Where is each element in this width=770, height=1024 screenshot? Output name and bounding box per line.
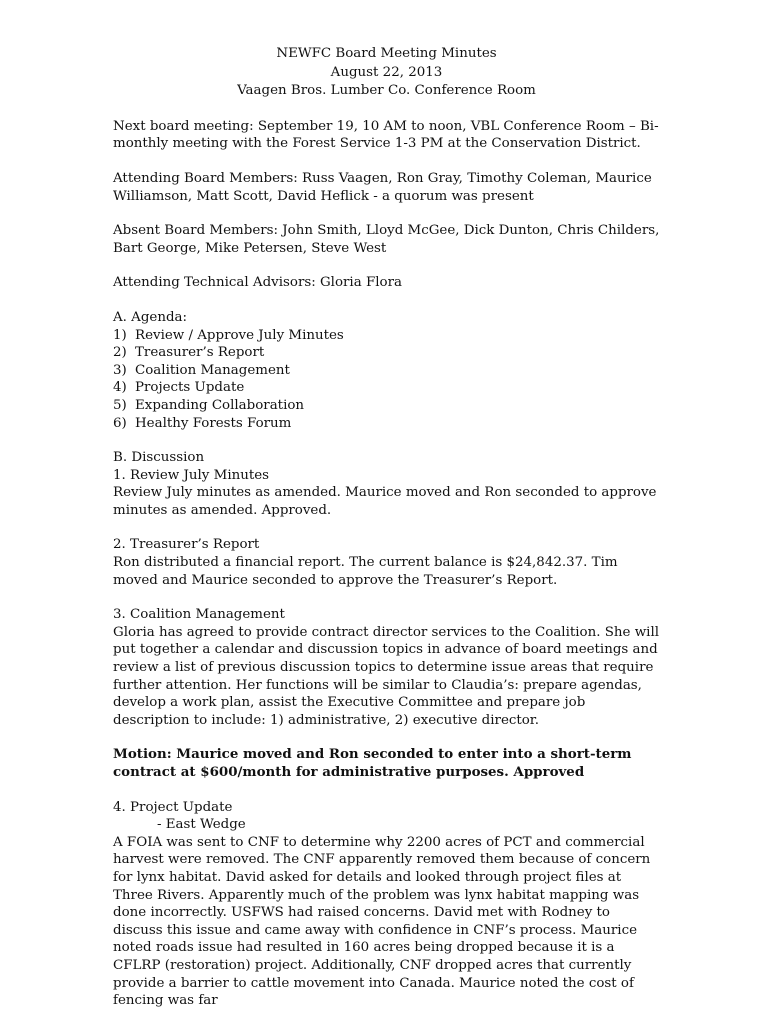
agenda-section (113, 309, 660, 432)
project-subheading: - East Wedge (157, 817, 246, 833)
coalition-body: Gloria has agreed to provide contract director services to the Coalition. She will put together a calendar and discussion topics in advance of board meetings and review a list of previous discussion topics to determine issue areas that require further attention. Her functions will be similar to Claudia’s: prepare agendas, develop a work plan, assist the Executive Committee and prepare job description to include: 1) administrative, 2) executive director. (113, 624, 660, 728)
technical-advisors-paragraph: Attending Technical Advisors: Gloria Flora (113, 275, 402, 291)
review-minutes-body: Review July minutes as amended. Maurice moved and Ron seconded to approve minutes as amended. Approved. (113, 485, 657, 518)
agenda-item-number: 6) (113, 415, 127, 431)
agenda-item-text: Expanding Collaboration (135, 397, 305, 413)
meeting-location: Vaagen Bros. Lumber Co. Conference Room (237, 83, 536, 99)
agenda-item (113, 397, 660, 415)
coalition-title: 3. Coalition Management (113, 607, 285, 623)
agenda-item-text: Healthy Forests Forum (135, 415, 292, 431)
meeting-date: August 22, 2013 (330, 64, 443, 80)
agenda-item (113, 362, 660, 380)
absent-members-paragraph: Absent Board Members: John Smith, Lloyd McGee, Dick Dunton, Chris Childers, Bart George, Mike Petersen, Steve West (113, 223, 660, 256)
coalition-section (113, 606, 660, 729)
document-title: NEWFC Board Meeting Minutes (276, 46, 497, 61)
agenda-item (113, 344, 660, 362)
project-update-body: A FOIA was sent to CNF to determine why 2200 acres of PCT and commercial harvest were removed. The CNF apparently removed them because of concern for lynx habitat. David asked for details and looked through project files at Three Rivers. Apparently much of the problem was lynx habitat mapping was done incorrectly. USFWS had raised concerns. David met with Rodney to discuss this issue and came away with confidence in CNF’s process. Maurice noted roads issue had resulted in 160 acres being dropped because it is a CFLRP (restoration) project. Additionally, CNF dropped acres that currently provide a barrier to cattle movement into Canada. Maurice noted the cost of fencing was far (113, 834, 651, 1009)
treasurer-title: 2. Treasurer’s Report (113, 537, 260, 553)
discussion-heading: B. Discussion (113, 450, 205, 466)
document-header (113, 45, 660, 101)
agenda-item (113, 327, 660, 345)
agenda-item-number: 2) (113, 345, 127, 361)
treasurer-section (113, 536, 660, 589)
agenda-item-text: Treasurer’s Report (135, 345, 265, 361)
project-update-title: 4. Project Update (113, 799, 233, 815)
agenda-item-text: Coalition Management (135, 362, 290, 378)
attending-members-paragraph: Attending Board Members: Russ Vaagen, Ron Gray, Timothy Coleman, Maurice Williamson, Matt Scott, David Heflick - a quorum was present (113, 170, 652, 204)
next-meeting-paragraph: Next board meeting: September 19, 10 AM to noon, VBL Conference Room – Bi-monthly meeting with the Forest Service 1-3 PM at the Conservation District. (113, 118, 659, 152)
review-minutes-title: 1. Review July Minutes (113, 467, 270, 483)
agenda-item-number: 1) (113, 327, 127, 343)
agenda-item (113, 379, 660, 397)
agenda-heading: A. Agenda: (113, 309, 188, 325)
agenda-item-number: 5) (113, 397, 127, 413)
treasurer-body: Ron distributed a financial report. The current balance is $24,842.37. Tim moved and Maurice seconded to approve the Treasurer’s Report. (113, 555, 618, 588)
agenda-item-text: Projects Update (135, 380, 245, 396)
agenda-item (113, 415, 660, 433)
motion-paragraph: Motion: Maurice moved and Ron seconded to enter into a short-term contract at $600/month for administrative purposes. Approved (113, 746, 632, 780)
agenda-item-text: Review / Approve July Minutes (135, 327, 344, 343)
discussion-section (113, 449, 660, 519)
agenda-item-number: 4) (113, 380, 127, 396)
project-update-section (113, 799, 660, 1010)
agenda-item-number: 3) (113, 362, 127, 378)
